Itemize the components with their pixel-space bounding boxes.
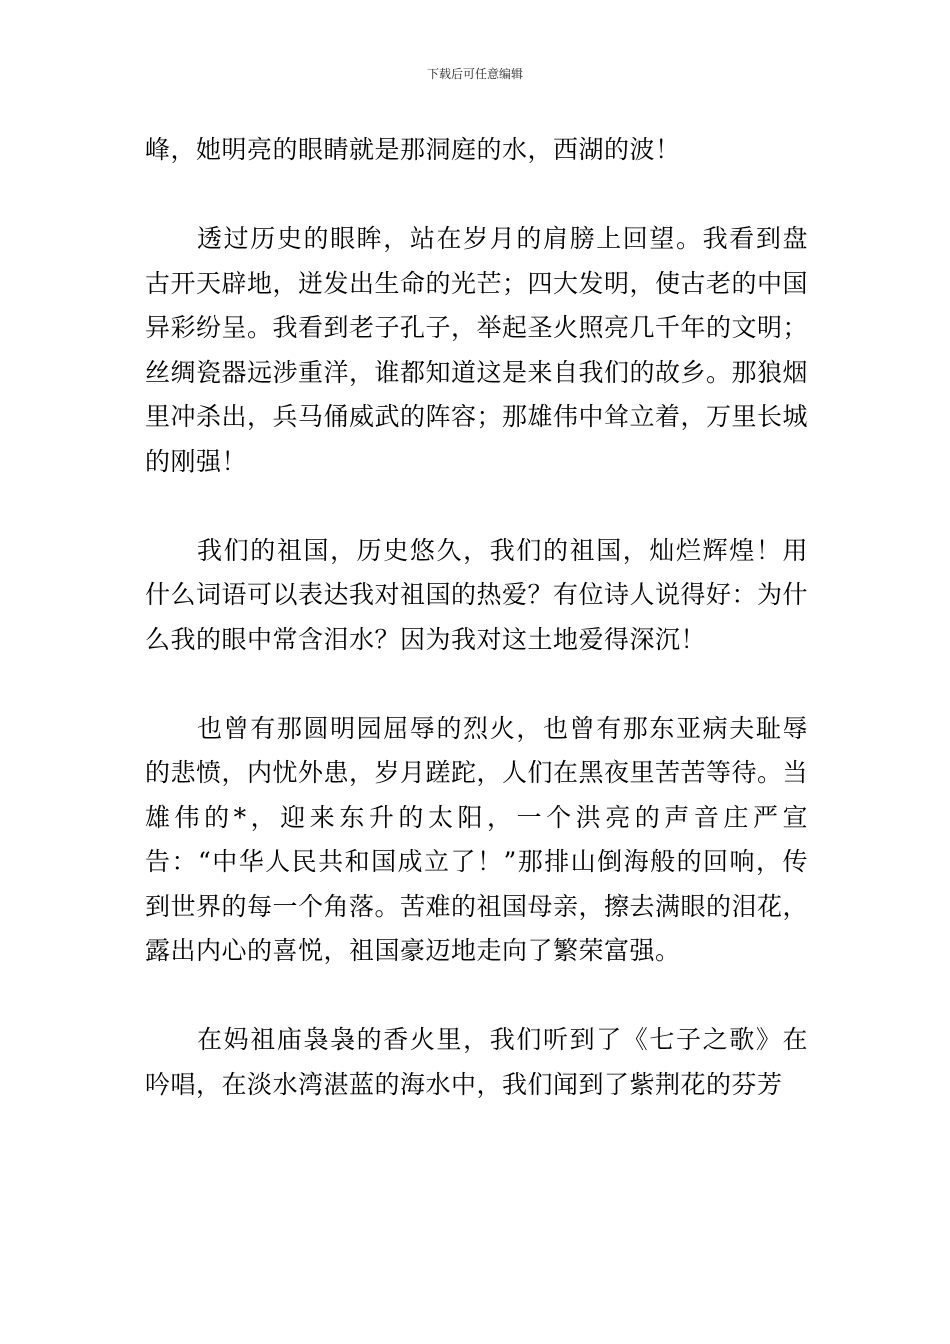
paragraph-gap bbox=[145, 974, 808, 1019]
paragraph-gap bbox=[145, 662, 808, 707]
page-header: 下载后可任意编辑 bbox=[426, 67, 523, 81]
paragraph-history: 透过历史的眼眸，站在岁月的肩膀上回望。我看到盘古开天辟地，迸发出生命的光芒；四大发明，使古老的中国异彩纷呈。我看到老子孔子，举起圣火照亮几千年的文明；丝绸瓷器远涉重洋，谁都知道这是来自我们的故乡。那狼烟里冲杀出，兵马俑威武的阵容；那雄伟中耸立着，万里长城的刚强！ bbox=[145, 224, 809, 476]
paragraph-motherland: 我们的祖国，历史悠久，我们的祖国，灿烂辉煌！用什么词语可以表达我对祖国的热爱？有位诗人说得好：为什么我的眼中常含泪水？因为我对这土地爱得深沉！ bbox=[145, 535, 809, 654]
paragraph-reunification: 在妈祖庙袅袅的香火里，我们听到了《七子之歌》在吟唱，在淡水湾湛蓝的海水中，我们闻到了紫荆花的芬芳 bbox=[145, 1025, 808, 1099]
paragraph-gap bbox=[145, 173, 808, 218]
paragraph-continuation: 峰，她明亮的眼睛就是那洞庭的水，西湖的波！ bbox=[145, 135, 681, 164]
paragraph-founding: 也曾有那圆明园屈辱的烈火，也曾有那东亚病夫耻辱的悲愤，内忧外患，岁月蹉跎，人们在黑夜里苦苦等待。当雄伟的*，迎来东升的太阳，一个洪亮的声音庄严宣告：“中华人民共和国成立了！”那排山倒海般的回响，传到世界的每一个角落。苦难的祖国母亲，擦去满眼的泪花，露出内心的喜悦，祖国豪迈地走向了繁荣富强。 bbox=[145, 713, 809, 965]
paragraph-gap bbox=[145, 484, 808, 529]
document-body bbox=[145, 128, 808, 1107]
